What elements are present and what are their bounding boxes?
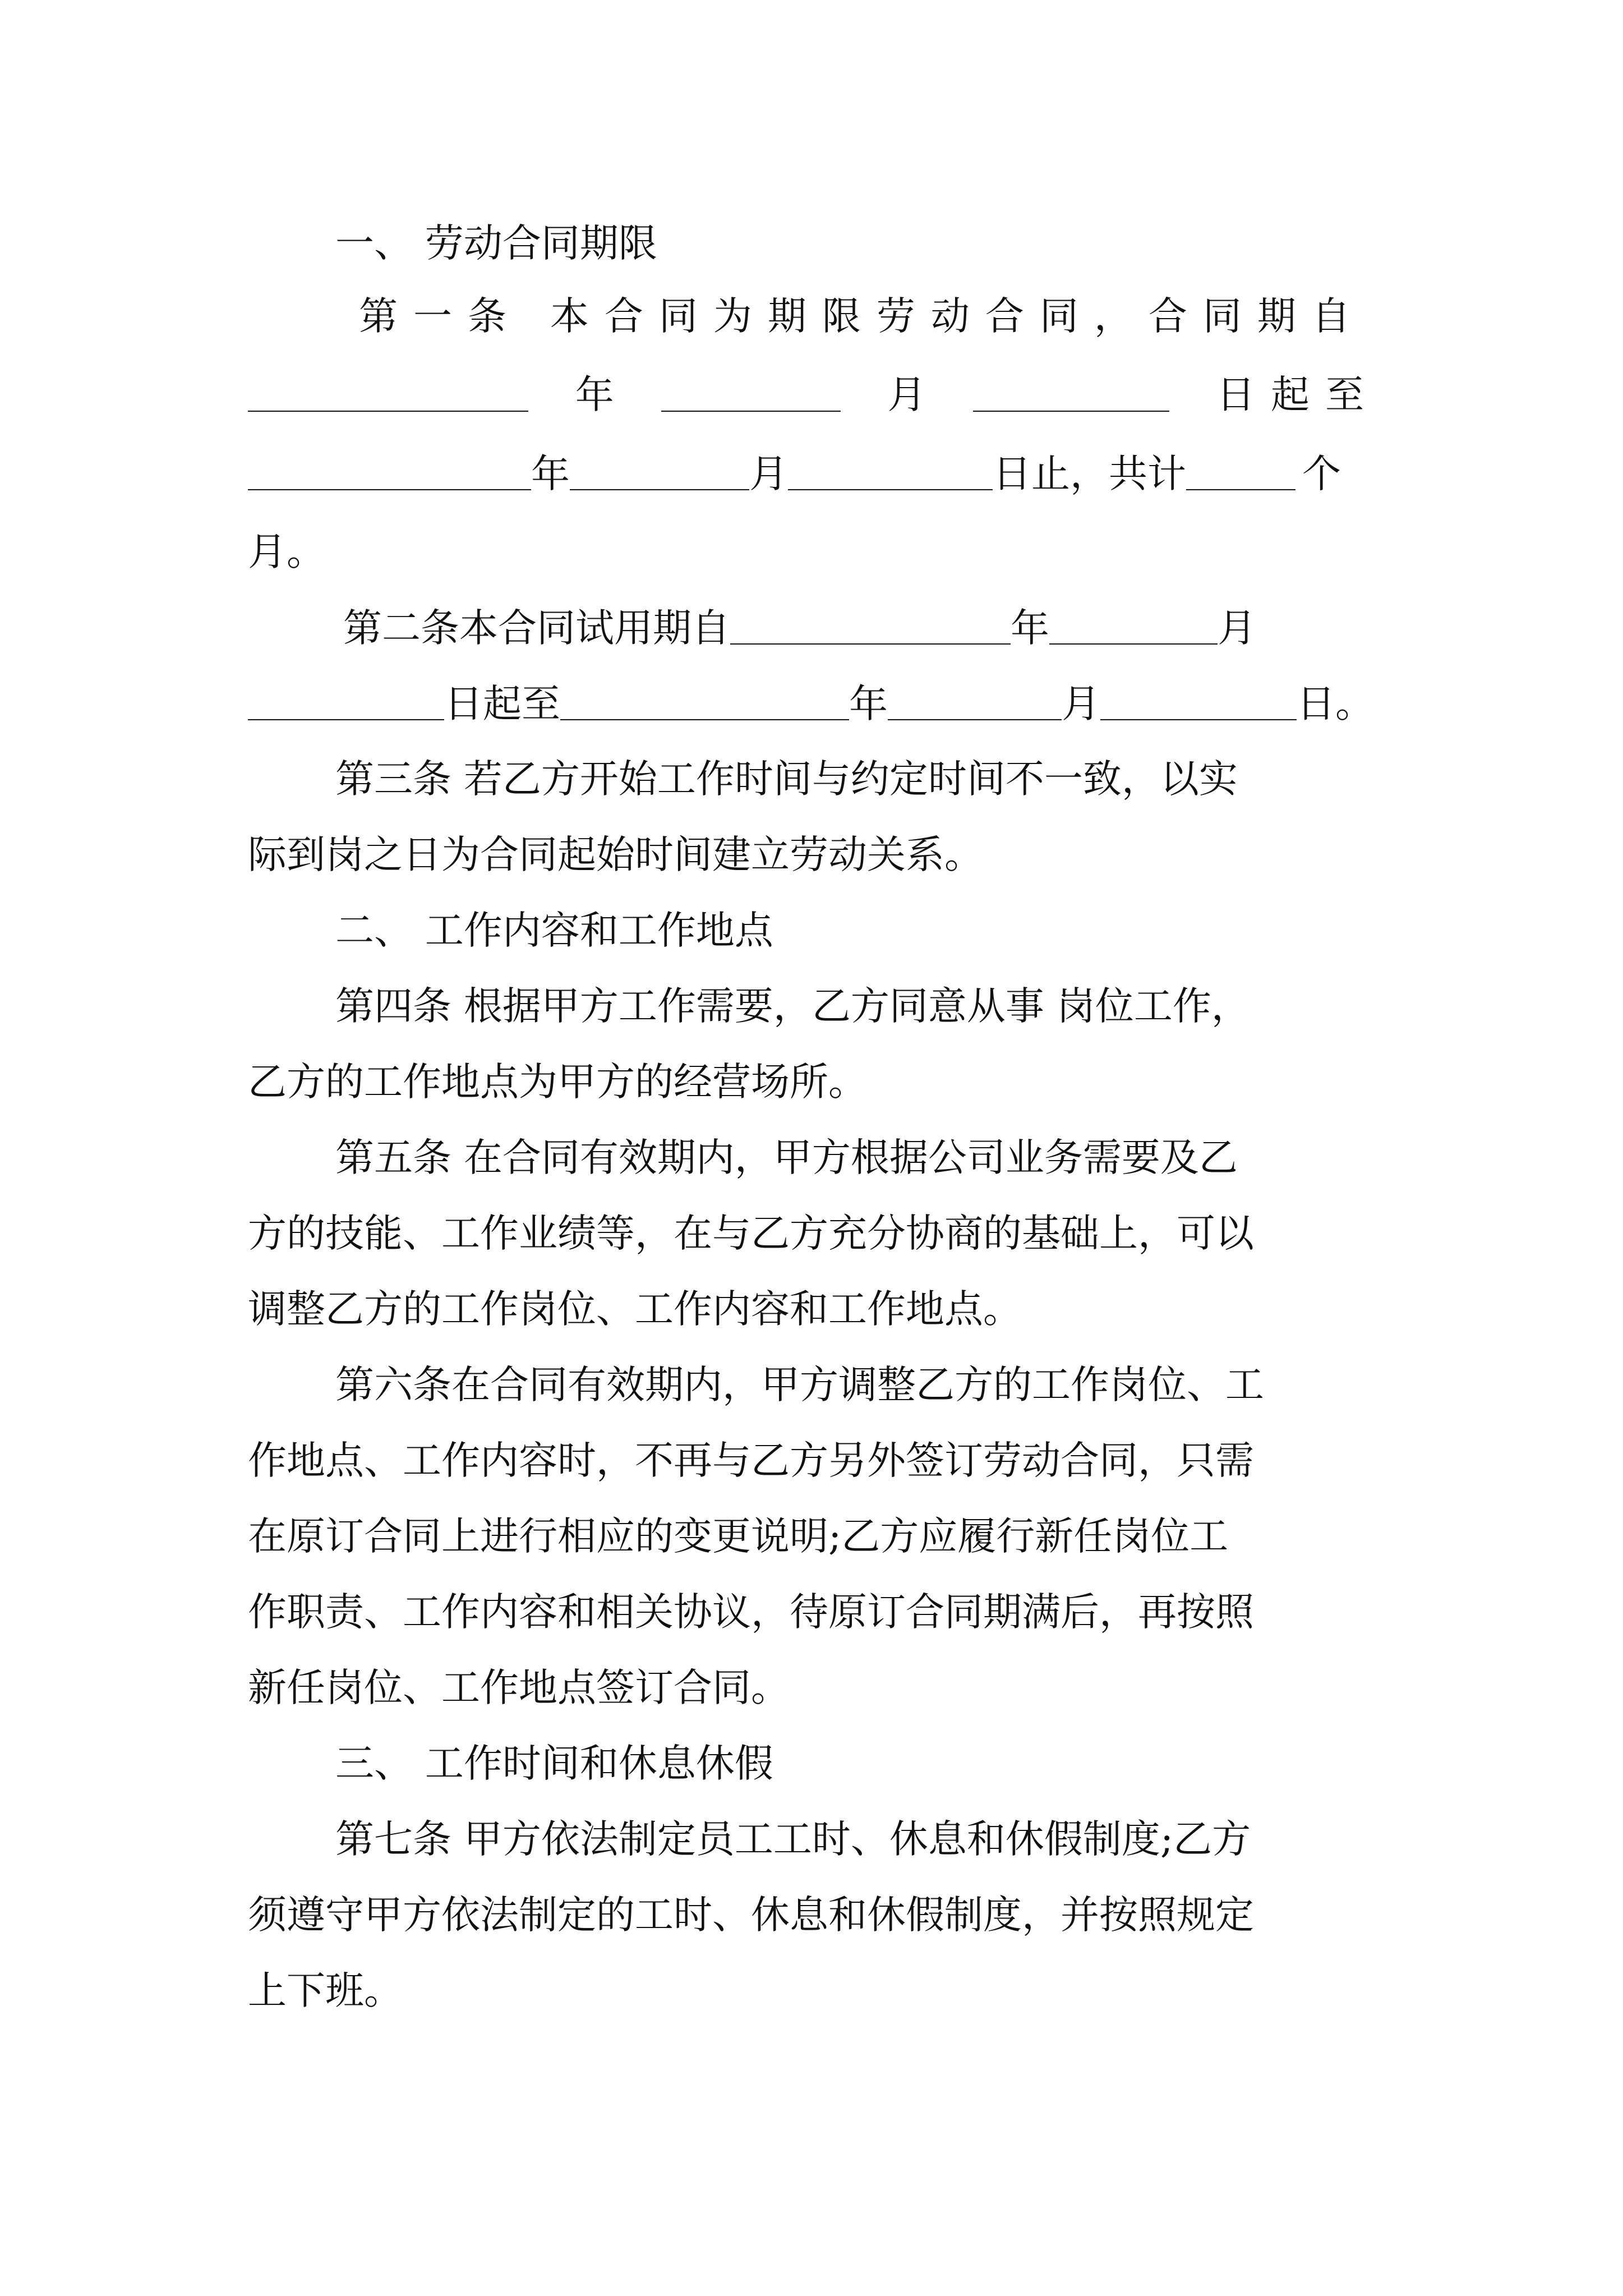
label-month-end: 月: [749, 452, 788, 496]
label-year: 年: [575, 372, 614, 417]
article-5-line-1: 第五条 在合同有效期内，甲方根据公司业务需要及乙: [335, 1135, 1238, 1180]
article-1-text: 第一条 本合同为期限劳动合同，合同期自: [359, 294, 1366, 339]
blank-probation-day-start[interactable]: [248, 688, 444, 720]
label-day-end-total: 日止，共计: [993, 452, 1186, 496]
article-3-line-2: 际到岗之日为合同起始时间建立劳动关系。: [248, 832, 983, 877]
label-probation-day-end: 日。: [1297, 682, 1374, 726]
article-1-date-from-line: [248, 372, 1380, 417]
article-6-line-5: 新任岗位、工作地点签订合同。: [248, 1665, 790, 1710]
blank-year-start[interactable]: [248, 379, 528, 412]
blank-probation-month-end[interactable]: [888, 688, 1062, 720]
article-1-line-4: 月。: [248, 530, 325, 574]
blank-year-end[interactable]: [248, 458, 531, 490]
section-heading-1: 一、 劳动合同期限: [335, 221, 657, 266]
blank-probation-day-end[interactable]: [1100, 688, 1297, 720]
section-heading-2: 二、 工作内容和工作地点: [335, 908, 773, 953]
article-2-line-1: [343, 606, 1256, 651]
label-probation-month: 月: [1218, 606, 1256, 651]
article-4-line-1: 第四条 根据甲方工作需要，乙方同意从事 岗位工作，: [335, 984, 1250, 1029]
blank-month-start[interactable]: [661, 379, 841, 412]
article-7-line-3: 上下班。: [248, 1968, 403, 2013]
article-5-line-3: 调整乙方的工作岗位、工作内容和工作地点。: [248, 1287, 1022, 1332]
blank-probation-year-end[interactable]: [560, 688, 849, 720]
blank-total-months[interactable]: [1186, 458, 1295, 490]
blank-probation-year-start[interactable]: [730, 612, 1011, 645]
article-6-line-1: 第六条在合同有效期内，甲方调整乙方的工作岗位、工: [335, 1363, 1264, 1407]
article-7-line-2: 须遵守甲方依法制定的工时、休息和休假制度，并按照规定: [248, 1893, 1254, 1938]
article-5-line-2: 方的技能、工作业绩等，在与乙方充分协商的基础上，可以: [248, 1211, 1254, 1256]
article-7-line-1: 第七条 甲方依法制定员工工时、休息和休假制度;乙方: [335, 1817, 1251, 1862]
blank-day-start[interactable]: [973, 379, 1169, 412]
article-6-line-2: 作地点、工作内容时，不再与乙方另外签订劳动合同，只需: [248, 1438, 1254, 1483]
article-1-line-1: [359, 294, 1380, 339]
article-1-date-to-line: [248, 454, 1380, 494]
article-4-line-2: 乙方的工作地点为甲方的经营场所。: [248, 1060, 867, 1105]
label-year-end: 年: [531, 452, 570, 496]
label-day-from: 日起至: [1216, 372, 1380, 417]
article-2-text: 第二条本合同试用期自: [343, 606, 730, 651]
article-6-line-4: 作职责、工作内容和相关协议，待原订合同期满后，再按照: [248, 1590, 1254, 1635]
label-unit: 个: [1302, 452, 1341, 496]
section-heading-3: 三、 工作时间和休息休假: [335, 1741, 773, 1786]
article-3-line-1: 第三条 若乙方开始工作时间与约定时间不一致，以实: [335, 757, 1238, 802]
article-2-line-2: [248, 684, 1374, 724]
article-6-line-3: 在原订合同上进行相应的变更说明;乙方应履行新任岗位工: [248, 1514, 1229, 1559]
label-probation-year: 年: [1011, 606, 1049, 651]
label-probation-year-end: 年: [849, 682, 888, 726]
blank-day-end[interactable]: [788, 458, 993, 490]
label-probation-day-from: 日起至: [444, 682, 560, 726]
label-probation-month-end: 月: [1062, 682, 1100, 726]
blank-probation-month-start[interactable]: [1049, 612, 1218, 645]
blank-month-end[interactable]: [570, 458, 749, 490]
label-month: 月: [887, 372, 926, 417]
